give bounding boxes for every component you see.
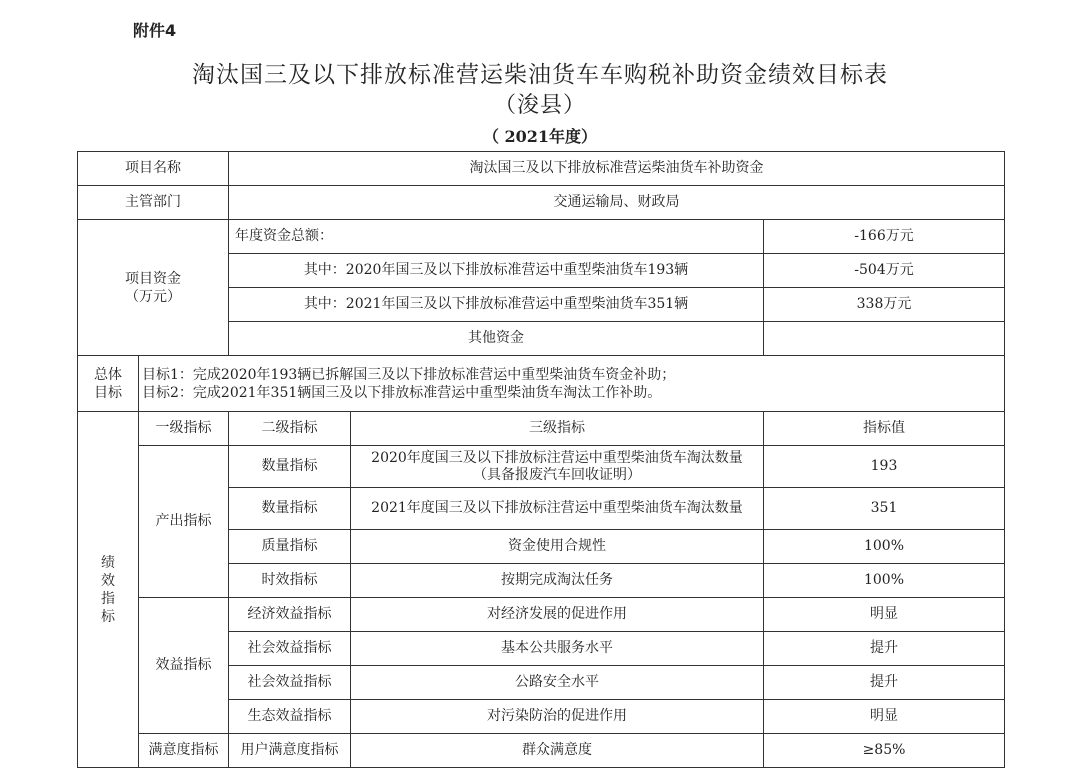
level2-cell: 时效指标 <box>229 564 351 598</box>
level3-cell: 资金使用合规性 <box>351 530 764 564</box>
funds-2021-value: 338万元 <box>764 288 1005 322</box>
funds-other-value <box>764 322 1005 356</box>
level2-cell: 用户满意度指标 <box>229 734 351 768</box>
table-row <box>78 412 1005 446</box>
level3-cell: 对经济发展的促进作用 <box>351 598 764 632</box>
value-cell: 明显 <box>764 598 1005 632</box>
header-level1: 一级指标 <box>139 412 229 446</box>
table-row <box>78 186 1005 220</box>
output-indicator-label: 产出指标 <box>139 446 229 598</box>
level3-cell: 2021年度国三及以下排放标注营运中重型柴油货车淘汰数量 <box>351 488 764 530</box>
value-cell: 提升 <box>764 632 1005 666</box>
value-cell: 提升 <box>764 666 1005 700</box>
value-cell: 193 <box>764 446 1005 488</box>
level3-cell: 公路安全水平 <box>351 666 764 700</box>
funds-label <box>78 220 229 356</box>
value-cell: ≥85% <box>764 734 1005 768</box>
benefit-indicator-label: 效益指标 <box>139 598 229 734</box>
funds-label-line2: （万元） <box>125 288 181 305</box>
level2-cell: 社会效益指标 <box>229 632 351 666</box>
level3-line1: 2020年度国三及以下排放标注营运中重型柴油货车淘汰数量 <box>371 449 743 466</box>
performance-target-table <box>77 151 1005 768</box>
level2-cell: 生态效益指标 <box>229 700 351 734</box>
overall-goal-label <box>78 356 139 412</box>
value-cell: 351 <box>764 488 1005 530</box>
performance-indicator-label <box>78 412 139 768</box>
level2-cell: 数量指标 <box>229 488 351 530</box>
table-row <box>78 598 1005 632</box>
funds-2020-label: 其中：2020年国三及以下排放标准营运中重型柴油货车193辆 <box>229 254 764 288</box>
table-row <box>78 220 1005 254</box>
overall-goal-2: 目标2：完成2021年351辆国三及以下排放标准营运中重型柴油货车淘汰工作补助。 <box>142 384 662 401</box>
attachment-label: 附件4 <box>133 21 177 40</box>
header-level2: 二级指标 <box>229 412 351 446</box>
level3-line2: （具备报废汽车回收证明） <box>473 466 641 483</box>
document-subtitle: （浚县） <box>493 93 586 118</box>
overall-goal-1: 目标1：完成2020年193辆已拆解国三及以下排放标准营运中重型柴油货车资金补助； <box>142 366 676 383</box>
document-title: 淘汰国三及以下排放标准营运柴油货车车购税补助资金绩效目标表 <box>192 62 888 88</box>
level3-cell <box>351 446 764 488</box>
performance-indicator-char: 效 <box>101 572 115 589</box>
table-row <box>78 356 1005 412</box>
value-cell: 100% <box>764 564 1005 598</box>
level2-cell: 质量指标 <box>229 530 351 564</box>
performance-indicator-char: 绩 <box>101 554 115 571</box>
table-row <box>78 446 1005 488</box>
funds-other-label: 其他资金 <box>229 322 764 356</box>
level2-cell: 经济效益指标 <box>229 598 351 632</box>
performance-indicator-char: 指 <box>101 590 115 607</box>
funds-2021-label: 其中：2021年国三及以下排放标准营运中重型柴油货车351辆 <box>229 288 764 322</box>
overall-goal-label-line2: 目标 <box>94 384 122 401</box>
table-row <box>78 152 1005 186</box>
dept-value: 交通运输局、财政局 <box>229 186 1005 220</box>
value-cell: 100% <box>764 530 1005 564</box>
dept-label: 主管部门 <box>78 186 229 220</box>
header-value: 指标值 <box>764 412 1005 446</box>
satisfaction-indicator-label: 满意度指标 <box>139 734 229 768</box>
level2-cell: 社会效益指标 <box>229 666 351 700</box>
level3-cell: 基本公共服务水平 <box>351 632 764 666</box>
funds-label-line1: 项目资金 <box>125 270 181 287</box>
overall-goal-label-line1: 总体 <box>94 366 122 383</box>
funds-2020-value: -504万元 <box>764 254 1005 288</box>
level3-cell: 群众满意度 <box>351 734 764 768</box>
document-year: （ 2021年度） <box>482 127 598 146</box>
header-level3: 三级指标 <box>351 412 764 446</box>
funds-total-label: 年度资金总额： <box>229 220 764 254</box>
level3-cell: 按期完成淘汰任务 <box>351 564 764 598</box>
project-name-label: 项目名称 <box>78 152 229 186</box>
funds-total-value: -166万元 <box>764 220 1005 254</box>
level3-cell: 对污染防治的促进作用 <box>351 700 764 734</box>
level2-cell: 数量指标 <box>229 446 351 488</box>
table-row <box>78 734 1005 768</box>
performance-indicator-char: 标 <box>101 608 115 625</box>
overall-goal-content <box>139 356 1005 412</box>
value-cell: 明显 <box>764 700 1005 734</box>
project-name-value: 淘汰国三及以下排放标准营运柴油货车补助资金 <box>229 152 1005 186</box>
